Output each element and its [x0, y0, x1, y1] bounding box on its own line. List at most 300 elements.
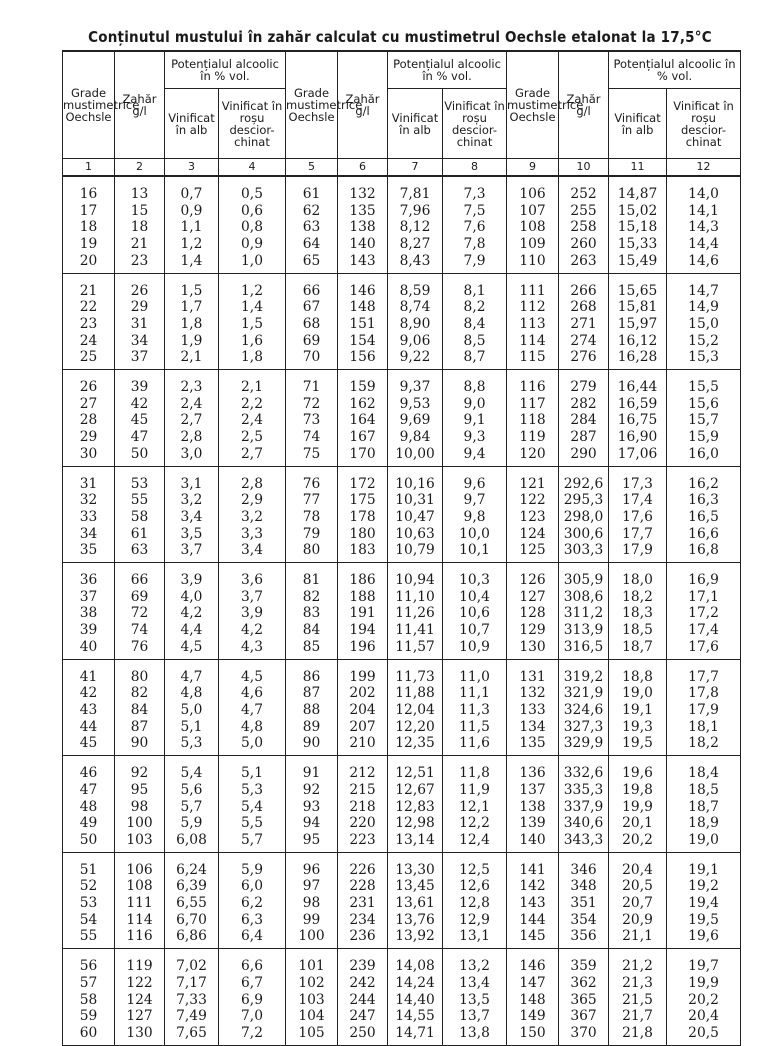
cell-zahar: 255: [559, 203, 609, 220]
cell-zahar: 290: [559, 446, 609, 466]
cell-alcool-alb: 20,4: [609, 852, 667, 878]
cell-grade: 132: [507, 685, 559, 702]
cell-alcool-rosu: 6,2: [219, 895, 286, 912]
cell-alcool-alb: 18,7: [609, 639, 667, 659]
cell-grade: 26: [63, 370, 115, 396]
cell-alcool-alb: 15,18: [609, 219, 667, 236]
cell-alcool-alb: 19,9: [609, 799, 667, 816]
cell-zahar: 31: [115, 316, 165, 333]
cell-zahar: 34: [115, 333, 165, 350]
cell-zahar: 15: [115, 203, 165, 220]
cell-zahar: 250: [338, 1025, 388, 1045]
cell-alcool-alb: 16,28: [609, 349, 667, 369]
cell-zahar: 236: [338, 928, 388, 948]
table-row: [63, 176, 741, 203]
cell-grade: 145: [507, 928, 559, 948]
cell-alcool-rosu: 10,0: [443, 526, 507, 543]
cell-alcool-alb: 3,2: [165, 492, 219, 509]
cell-alcool-rosu: 9,3: [443, 429, 507, 446]
cell-alcool-alb: 4,0: [165, 589, 219, 606]
cell-alcool-alb: 1,4: [165, 253, 219, 273]
cell-grade: 78: [286, 509, 338, 526]
cell-alcool-alb: 14,08: [388, 949, 443, 975]
cell-alcool-alb: 19,8: [609, 782, 667, 799]
cell-alcool-alb: 17,7: [609, 526, 667, 543]
cell-alcool-rosu: 14,1: [667, 203, 741, 220]
cell-grade: 101: [286, 949, 338, 975]
cell-zahar: 95: [115, 782, 165, 799]
cell-alcool-alb: 13,92: [388, 928, 443, 948]
cell-grade: 77: [286, 492, 338, 509]
cell-zahar: 239: [338, 949, 388, 975]
cell-alcool-rosu: 8,8: [443, 370, 507, 396]
cell-zahar: 63: [115, 542, 165, 562]
cell-alcool-rosu: 5,0: [219, 735, 286, 755]
cell-grade: 81: [286, 563, 338, 589]
cell-alcool-rosu: 12,9: [443, 912, 507, 929]
table-row: [63, 799, 741, 816]
cell-alcool-rosu: 8,1: [443, 273, 507, 299]
col-number: 6: [338, 159, 388, 177]
cell-alcool-rosu: 7,6: [443, 219, 507, 236]
cell-alcool-alb: 16,59: [609, 396, 667, 413]
cell-grade: 34: [63, 526, 115, 543]
cell-grade: 46: [63, 756, 115, 782]
cell-alcool-rosu: 13,5: [443, 992, 507, 1009]
cell-alcool-rosu: 19,4: [667, 895, 741, 912]
cell-alcool-rosu: 13,8: [443, 1025, 507, 1045]
cell-grade: 37: [63, 589, 115, 606]
table-row: [63, 685, 741, 702]
cell-alcool-rosu: 9,0: [443, 396, 507, 413]
cell-grade: 36: [63, 563, 115, 589]
cell-alcool-alb: 11,41: [388, 622, 443, 639]
cell-alcool-alb: 7,17: [165, 975, 219, 992]
cell-grade: 136: [507, 756, 559, 782]
col-number: 1: [63, 159, 115, 177]
cell-grade: 94: [286, 815, 338, 832]
cell-zahar: 332,6: [559, 756, 609, 782]
cell-grade: 29: [63, 429, 115, 446]
header-vin-rosu-2: Vinificat în roșu descior-chinat: [443, 89, 507, 159]
cell-alcool-alb: 19,3: [609, 719, 667, 736]
cell-alcool-rosu: 5,9: [219, 852, 286, 878]
cell-zahar: 23: [115, 253, 165, 273]
cell-grade: 17: [63, 203, 115, 220]
cell-alcool-rosu: 19,6: [667, 928, 741, 948]
cell-alcool-alb: 5,0: [165, 702, 219, 719]
cell-alcool-rosu: 13,1: [443, 928, 507, 948]
cell-grade: 41: [63, 659, 115, 685]
cell-alcool-rosu: 20,4: [667, 1008, 741, 1025]
cell-grade: 84: [286, 622, 338, 639]
cell-grade: 16: [63, 176, 115, 203]
cell-zahar: 305,9: [559, 563, 609, 589]
header-vin-rosu-3: Vinificat în roșu descior-chinat: [667, 89, 741, 159]
table-row: [63, 949, 741, 975]
table-row: [63, 895, 741, 912]
cell-alcool-alb: 8,43: [388, 253, 443, 273]
cell-zahar: 365: [559, 992, 609, 1009]
cell-alcool-alb: 17,9: [609, 542, 667, 562]
cell-grade: 54: [63, 912, 115, 929]
cell-alcool-alb: 4,7: [165, 659, 219, 685]
cell-alcool-alb: 21,2: [609, 949, 667, 975]
cell-zahar: 167: [338, 429, 388, 446]
cell-grade: 73: [286, 412, 338, 429]
cell-alcool-rosu: 5,7: [219, 832, 286, 852]
cell-alcool-rosu: 4,8: [219, 719, 286, 736]
cell-zahar: 188: [338, 589, 388, 606]
cell-alcool-alb: 10,16: [388, 466, 443, 492]
table-row: [63, 219, 741, 236]
cell-grade: 143: [507, 895, 559, 912]
table-row: [63, 589, 741, 606]
cell-zahar: 351: [559, 895, 609, 912]
cell-alcool-rosu: 16,6: [667, 526, 741, 543]
cell-zahar: 231: [338, 895, 388, 912]
cell-zahar: 127: [115, 1008, 165, 1025]
cell-grade: 114: [507, 333, 559, 350]
cell-alcool-rosu: 16,5: [667, 509, 741, 526]
cell-zahar: 370: [559, 1025, 609, 1045]
cell-zahar: 335,3: [559, 782, 609, 799]
cell-alcool-rosu: 5,4: [219, 799, 286, 816]
cell-grade: 60: [63, 1025, 115, 1045]
cell-zahar: 92: [115, 756, 165, 782]
cell-alcool-rosu: 18,7: [667, 799, 741, 816]
cell-alcool-alb: 10,00: [388, 446, 443, 466]
cell-alcool-alb: 4,4: [165, 622, 219, 639]
cell-zahar: 258: [559, 219, 609, 236]
cell-grade: 47: [63, 782, 115, 799]
col-number: 3: [165, 159, 219, 177]
cell-alcool-rosu: 18,1: [667, 719, 741, 736]
cell-grade: 105: [286, 1025, 338, 1045]
cell-grade: 63: [286, 219, 338, 236]
cell-alcool-rosu: 14,0: [667, 176, 741, 203]
cell-zahar: 210: [338, 735, 388, 755]
cell-alcool-alb: 3,7: [165, 542, 219, 562]
cell-grade: 69: [286, 333, 338, 350]
cell-alcool-rosu: 13,4: [443, 975, 507, 992]
cell-zahar: 215: [338, 782, 388, 799]
cell-alcool-alb: 7,65: [165, 1025, 219, 1045]
table-row: [63, 852, 741, 878]
cell-alcool-alb: 16,90: [609, 429, 667, 446]
cell-alcool-rosu: 14,4: [667, 236, 741, 253]
cell-grade: 61: [286, 176, 338, 203]
cell-zahar: 111: [115, 895, 165, 912]
cell-alcool-alb: 1,7: [165, 299, 219, 316]
header-zahar-2: Zahăr g/l: [338, 51, 388, 159]
cell-grade: 23: [63, 316, 115, 333]
cell-grade: 140: [507, 832, 559, 852]
cell-grade: 119: [507, 429, 559, 446]
cell-grade: 127: [507, 589, 559, 606]
cell-zahar: 84: [115, 702, 165, 719]
cell-alcool-alb: 12,04: [388, 702, 443, 719]
cell-alcool-alb: 13,30: [388, 852, 443, 878]
cell-grade: 126: [507, 563, 559, 589]
cell-alcool-rosu: 6,4: [219, 928, 286, 948]
cell-zahar: 61: [115, 526, 165, 543]
cell-zahar: 103: [115, 832, 165, 852]
cell-alcool-rosu: 7,8: [443, 236, 507, 253]
cell-alcool-alb: 14,55: [388, 1008, 443, 1025]
cell-zahar: 284: [559, 412, 609, 429]
cell-alcool-rosu: 11,9: [443, 782, 507, 799]
cell-grade: 48: [63, 799, 115, 816]
table-row: [63, 370, 741, 396]
cell-alcool-rosu: 20,5: [667, 1025, 741, 1045]
cell-grade: 108: [507, 219, 559, 236]
cell-alcool-rosu: 17,9: [667, 702, 741, 719]
table-row: [63, 756, 741, 782]
cell-zahar: 72: [115, 605, 165, 622]
cell-alcool-rosu: 19,5: [667, 912, 741, 929]
cell-zahar: 207: [338, 719, 388, 736]
cell-zahar: 252: [559, 176, 609, 203]
cell-alcool-rosu: 3,7: [219, 589, 286, 606]
cell-alcool-alb: 21,1: [609, 928, 667, 948]
cell-alcool-alb: 10,31: [388, 492, 443, 509]
cell-grade: 141: [507, 852, 559, 878]
cell-zahar: 108: [115, 878, 165, 895]
cell-alcool-alb: 2,7: [165, 412, 219, 429]
cell-alcool-rosu: 3,6: [219, 563, 286, 589]
cell-alcool-alb: 5,4: [165, 756, 219, 782]
cell-alcool-rosu: 17,6: [667, 639, 741, 659]
table-row: [63, 299, 741, 316]
cell-alcool-rosu: 9,4: [443, 446, 507, 466]
cell-grade: 56: [63, 949, 115, 975]
table-row: [63, 396, 741, 413]
cell-alcool-alb: 1,1: [165, 219, 219, 236]
table-row: [63, 878, 741, 895]
cell-alcool-rosu: 6,7: [219, 975, 286, 992]
cell-zahar: 148: [338, 299, 388, 316]
header-grade-3: Grade mustimetrice Oechsle: [507, 51, 559, 159]
cell-alcool-rosu: 17,8: [667, 685, 741, 702]
cell-alcool-alb: 18,0: [609, 563, 667, 589]
cell-zahar: 119: [115, 949, 165, 975]
cell-alcool-alb: 14,24: [388, 975, 443, 992]
cell-grade: 91: [286, 756, 338, 782]
cell-grade: 142: [507, 878, 559, 895]
cell-grade: 120: [507, 446, 559, 466]
cell-alcool-rosu: 11,1: [443, 685, 507, 702]
cell-zahar: 324,6: [559, 702, 609, 719]
cell-alcool-rosu: 17,7: [667, 659, 741, 685]
cell-grade: 110: [507, 253, 559, 273]
oechsle-table-wrapper: [62, 50, 740, 1041]
cell-alcool-rosu: 2,7: [219, 446, 286, 466]
cell-alcool-rosu: 1,8: [219, 349, 286, 369]
cell-alcool-rosu: 1,6: [219, 333, 286, 350]
cell-zahar: 247: [338, 1008, 388, 1025]
cell-grade: 85: [286, 639, 338, 659]
cell-zahar: 308,6: [559, 589, 609, 606]
cell-alcool-alb: 2,4: [165, 396, 219, 413]
cell-zahar: 343,3: [559, 832, 609, 852]
table-row: [63, 333, 741, 350]
cell-zahar: 223: [338, 832, 388, 852]
cell-grade: 49: [63, 815, 115, 832]
cell-alcool-alb: 13,45: [388, 878, 443, 895]
cell-alcool-rosu: 2,9: [219, 492, 286, 509]
cell-alcool-alb: 8,12: [388, 219, 443, 236]
cell-alcool-rosu: 1,0: [219, 253, 286, 273]
cell-alcool-alb: 21,3: [609, 975, 667, 992]
cell-alcool-alb: 15,49: [609, 253, 667, 273]
cell-zahar: 348: [559, 878, 609, 895]
cell-grade: 96: [286, 852, 338, 878]
table-row: [63, 912, 741, 929]
cell-alcool-alb: 0,9: [165, 203, 219, 220]
cell-zahar: 300,6: [559, 526, 609, 543]
cell-alcool-rosu: 9,8: [443, 509, 507, 526]
cell-grade: 115: [507, 349, 559, 369]
cell-alcool-alb: 6,86: [165, 928, 219, 948]
cell-zahar: 337,9: [559, 799, 609, 816]
cell-alcool-rosu: 10,3: [443, 563, 507, 589]
cell-zahar: 228: [338, 878, 388, 895]
cell-alcool-rosu: 17,2: [667, 605, 741, 622]
cell-alcool-rosu: 16,3: [667, 492, 741, 509]
col-number: 10: [559, 159, 609, 177]
cell-alcool-alb: 11,57: [388, 639, 443, 659]
col-number: 8: [443, 159, 507, 177]
cell-zahar: 151: [338, 316, 388, 333]
header-zahar-3: Zahăr g/l: [559, 51, 609, 159]
cell-alcool-alb: 7,49: [165, 1008, 219, 1025]
table-header: [63, 51, 741, 176]
cell-zahar: 100: [115, 815, 165, 832]
cell-zahar: 26: [115, 273, 165, 299]
cell-zahar: 316,5: [559, 639, 609, 659]
cell-alcool-alb: 6,24: [165, 852, 219, 878]
cell-alcool-rosu: 4,3: [219, 639, 286, 659]
cell-grade: 38: [63, 605, 115, 622]
cell-alcool-alb: 16,44: [609, 370, 667, 396]
table-body: [63, 176, 741, 1045]
table-row: [63, 253, 741, 273]
cell-zahar: 313,9: [559, 622, 609, 639]
cell-zahar: 234: [338, 912, 388, 929]
cell-grade: 55: [63, 928, 115, 948]
cell-alcool-rosu: 19,2: [667, 878, 741, 895]
cell-grade: 123: [507, 509, 559, 526]
cell-alcool-rosu: 16,8: [667, 542, 741, 562]
cell-alcool-rosu: 2,4: [219, 412, 286, 429]
cell-grade: 31: [63, 466, 115, 492]
cell-alcool-rosu: 3,9: [219, 605, 286, 622]
cell-zahar: 279: [559, 370, 609, 396]
cell-alcool-alb: 10,63: [388, 526, 443, 543]
cell-alcool-alb: 20,1: [609, 815, 667, 832]
cell-zahar: 311,2: [559, 605, 609, 622]
cell-zahar: 39: [115, 370, 165, 396]
cell-grade: 75: [286, 446, 338, 466]
table-row: [63, 1008, 741, 1025]
cell-zahar: 199: [338, 659, 388, 685]
cell-grade: 133: [507, 702, 559, 719]
header-potential-2: Potențialul alcoolic în % vol.: [388, 51, 507, 89]
cell-alcool-alb: 11,73: [388, 659, 443, 685]
cell-grade: 95: [286, 832, 338, 852]
cell-alcool-rosu: 0,8: [219, 219, 286, 236]
cell-alcool-rosu: 6,9: [219, 992, 286, 1009]
cell-grade: 53: [63, 895, 115, 912]
cell-alcool-alb: 20,2: [609, 832, 667, 852]
cell-alcool-alb: 19,1: [609, 702, 667, 719]
cell-alcool-alb: 10,94: [388, 563, 443, 589]
cell-alcool-alb: 1,2: [165, 236, 219, 253]
cell-alcool-alb: 16,12: [609, 333, 667, 350]
cell-zahar: 138: [338, 219, 388, 236]
cell-grade: 138: [507, 799, 559, 816]
cell-grade: 18: [63, 219, 115, 236]
cell-alcool-rosu: 17,1: [667, 589, 741, 606]
table-row: [63, 815, 741, 832]
cell-zahar: 122: [115, 975, 165, 992]
cell-alcool-alb: 5,6: [165, 782, 219, 799]
cell-grade: 22: [63, 299, 115, 316]
table-row: [63, 832, 741, 852]
cell-grade: 125: [507, 542, 559, 562]
col-number: 12: [667, 159, 741, 177]
cell-alcool-alb: 6,08: [165, 832, 219, 852]
cell-alcool-alb: 13,14: [388, 832, 443, 852]
cell-grade: 103: [286, 992, 338, 1009]
cell-grade: 102: [286, 975, 338, 992]
cell-alcool-alb: 13,61: [388, 895, 443, 912]
cell-zahar: 260: [559, 236, 609, 253]
cell-grade: 70: [286, 349, 338, 369]
cell-alcool-alb: 8,27: [388, 236, 443, 253]
cell-zahar: 218: [338, 799, 388, 816]
cell-zahar: 321,9: [559, 685, 609, 702]
cell-zahar: 50: [115, 446, 165, 466]
cell-alcool-alb: 3,4: [165, 509, 219, 526]
cell-grade: 92: [286, 782, 338, 799]
cell-grade: 97: [286, 878, 338, 895]
cell-zahar: 319,2: [559, 659, 609, 685]
cell-alcool-rosu: 6,0: [219, 878, 286, 895]
cell-alcool-rosu: 0,5: [219, 176, 286, 203]
cell-alcool-rosu: 4,6: [219, 685, 286, 702]
cell-alcool-alb: 9,84: [388, 429, 443, 446]
cell-zahar: 298,0: [559, 509, 609, 526]
cell-grade: 86: [286, 659, 338, 685]
cell-zahar: 303,3: [559, 542, 609, 562]
cell-grade: 39: [63, 622, 115, 639]
col-number: 4: [219, 159, 286, 177]
table-row: [63, 412, 741, 429]
cell-zahar: 45: [115, 412, 165, 429]
cell-alcool-rosu: 18,5: [667, 782, 741, 799]
cell-zahar: 204: [338, 702, 388, 719]
cell-grade: 146: [507, 949, 559, 975]
cell-zahar: 13: [115, 176, 165, 203]
cell-grade: 112: [507, 299, 559, 316]
cell-alcool-alb: 6,70: [165, 912, 219, 929]
cell-grade: 58: [63, 992, 115, 1009]
cell-grade: 21: [63, 273, 115, 299]
cell-grade: 109: [507, 236, 559, 253]
cell-grade: 59: [63, 1008, 115, 1025]
